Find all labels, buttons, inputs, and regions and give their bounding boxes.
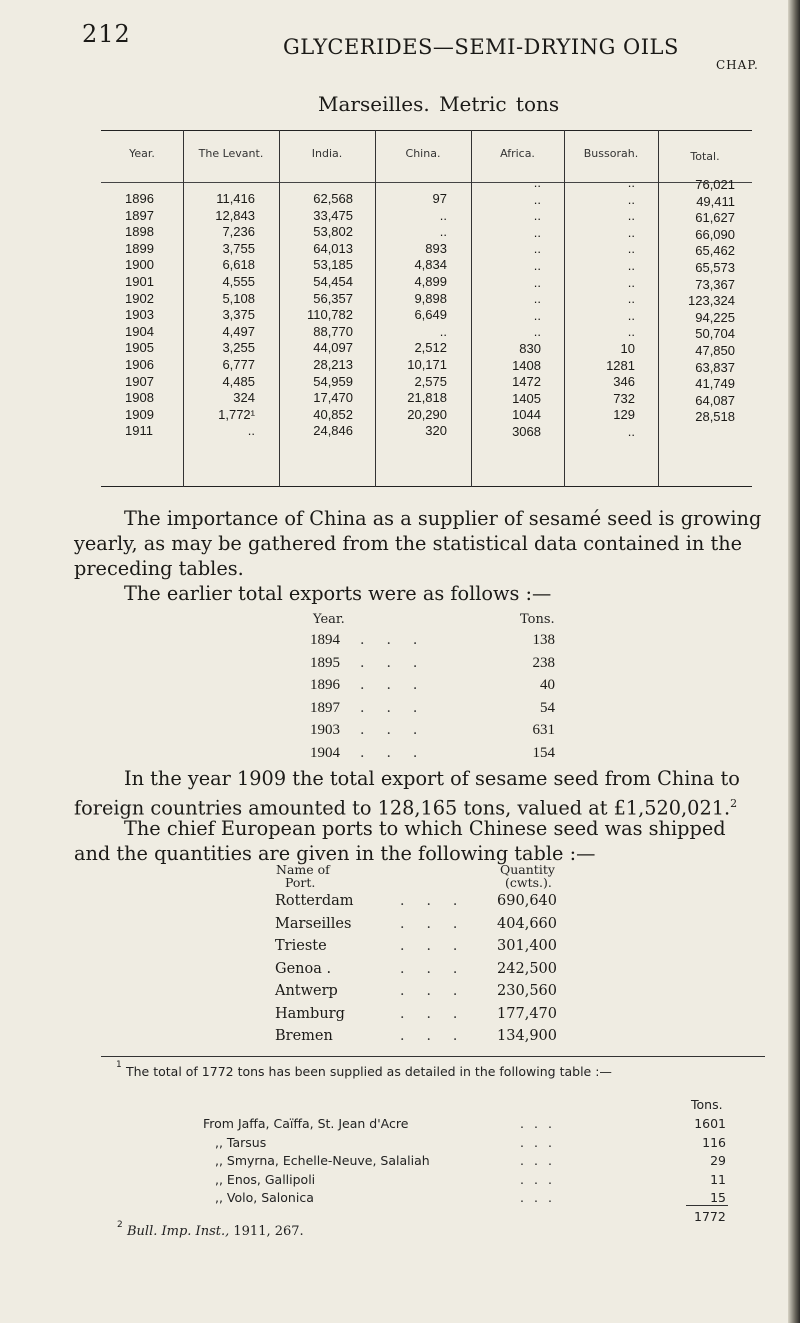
- table-cell: 129: [613, 407, 635, 423]
- table-bottom-rule: [101, 486, 752, 487]
- column-divider: [564, 130, 565, 487]
- port-name: Bremen: [275, 1028, 333, 1044]
- table-cell: 3,375: [222, 307, 255, 323]
- ports-name-header-2: Port.: [285, 875, 316, 890]
- leader-dots: ...: [400, 1005, 480, 1022]
- leader-dots: ...: [400, 1028, 480, 1044]
- leader-dots: ...: [520, 1190, 562, 1205]
- table-cell: 6,777: [222, 356, 255, 372]
- footnote-2-rest: 1911, 267.: [233, 1224, 304, 1239]
- table-cell: 1906: [125, 356, 154, 372]
- marseilles-table: [101, 130, 752, 488]
- ports-qty-header-1: Quantity: [500, 862, 555, 877]
- table-cell: 21,818: [407, 390, 447, 406]
- leader-dots: ...: [520, 1116, 562, 1131]
- table-cell: 1902: [125, 290, 154, 306]
- column-divider: [279, 130, 280, 487]
- footnote-sum-rule: [686, 1205, 728, 1206]
- export-year: 1903: [310, 722, 340, 738]
- footnote-source: ,, Smyrna, Echelle-Neuve, Salaliah: [215, 1153, 430, 1168]
- table-cell: 1044: [512, 407, 541, 423]
- table-cell: 49,411: [696, 193, 735, 209]
- table-cell: 50,704: [695, 326, 735, 342]
- table-cell: ..: [533, 175, 541, 190]
- table-cell: 1,772¹: [218, 406, 255, 422]
- table-cell: ..: [533, 191, 541, 207]
- table-cell: ..: [627, 191, 635, 207]
- table-cell: 110,782: [306, 307, 353, 323]
- table-cell: 9,898: [414, 290, 447, 306]
- table-cell: 4,485: [222, 373, 255, 389]
- footnote-sum: 1772: [694, 1209, 726, 1224]
- table-cell: ..: [627, 423, 635, 439]
- header-levant: The Levant.: [198, 147, 264, 160]
- footnote-rule: [101, 1056, 765, 1057]
- footnote-1-text: The total of 1772 tons has been supplied as detailed in the following table :—: [126, 1064, 612, 1079]
- table-cell: ..: [627, 175, 635, 190]
- table-cell: ..: [533, 307, 541, 323]
- port-quantity: 242,500: [497, 960, 557, 977]
- table-cell: 3068: [512, 423, 541, 439]
- table-cell: 66,090: [695, 226, 735, 242]
- table-cell: 65,462: [695, 243, 735, 259]
- footnote-source: ,, Tarsus: [215, 1134, 267, 1150]
- table-cell: 4,899: [414, 273, 447, 289]
- table-caption: Marseilles. Metric tons: [318, 92, 560, 116]
- table-cell: 1911: [125, 423, 153, 439]
- table-cell: 1472: [512, 374, 541, 390]
- table-cell: ..: [533, 291, 541, 307]
- table-cell: 324: [233, 390, 255, 406]
- table-top-rule: [101, 130, 752, 131]
- table-cell: 893: [425, 240, 447, 256]
- leader-dots: ...: [520, 1171, 562, 1187]
- column-year: [125, 191, 175, 440]
- footnote-2-mark: 2: [117, 1220, 123, 1230]
- table-cell: 12,843: [215, 207, 255, 223]
- table-cell: ..: [533, 274, 541, 290]
- leader-dots: ...: [360, 654, 440, 671]
- table-cell: 65,573: [695, 259, 735, 275]
- table-cell: 5,108: [222, 290, 255, 306]
- column-divider: [375, 130, 376, 487]
- table-cell: ..: [247, 423, 255, 439]
- table-cell: 73,367: [695, 276, 735, 292]
- table-cell: 56,357: [313, 290, 353, 306]
- table-cell: 1904: [125, 323, 154, 339]
- page-edge: [788, 0, 800, 1323]
- table-cell: ..: [627, 307, 635, 323]
- table-cell: 63,837: [695, 359, 735, 375]
- footnote-2-source: Bull. Imp. Inst.,: [127, 1224, 230, 1239]
- table-cell: 64,087: [695, 392, 735, 408]
- table-cell: 53,802: [313, 224, 353, 240]
- leader-dots: ...: [400, 938, 480, 954]
- table-cell: 76,021: [695, 177, 735, 192]
- table-cell: 28,213: [313, 356, 353, 372]
- column-divider: [183, 130, 184, 487]
- port-quantity: 404,660: [497, 915, 557, 932]
- table-cell: 830: [519, 340, 541, 356]
- port-name: Antwerp: [275, 983, 338, 999]
- table-cell: ..: [533, 257, 541, 273]
- column-china: [381, 191, 447, 440]
- table-cell: 94,225: [695, 309, 735, 325]
- port-quantity: 177,470: [497, 1005, 557, 1022]
- port-quantity: 690,640: [497, 893, 557, 909]
- leader-dots: ...: [360, 744, 440, 761]
- leader-dots: ...: [400, 915, 480, 932]
- table-cell: 1907: [125, 373, 154, 389]
- header-total: Total.: [690, 150, 720, 163]
- table-cell: 4,555: [222, 273, 255, 289]
- footnote-tons: 11: [710, 1171, 726, 1187]
- table-cell: 20,290: [407, 406, 447, 422]
- leader-dots: ...: [360, 699, 440, 716]
- port-name: Hamburg: [275, 1005, 345, 1022]
- leader-dots: ...: [400, 983, 480, 999]
- table-cell: 10: [620, 340, 635, 356]
- table-cell: 11,416: [216, 191, 255, 206]
- column-bussorah: [571, 175, 635, 441]
- table-cell: 1905: [125, 340, 154, 356]
- footnote-source: From Jaffa, Caïffa, St. Jean d'Acre: [203, 1116, 409, 1131]
- footnote-tons: 116: [702, 1134, 726, 1150]
- header-india: India.: [311, 147, 343, 160]
- column-divider: [471, 130, 472, 487]
- table-cell: 4,497: [222, 323, 255, 339]
- column-divider: [658, 130, 659, 487]
- export-tons: 54: [540, 699, 555, 716]
- table-cell: ..: [533, 208, 541, 224]
- table-cell: 44,097: [313, 340, 353, 356]
- table-cell: 3,255: [222, 340, 255, 356]
- table-cell: 346: [613, 374, 635, 390]
- table-cell: 3,755: [222, 240, 255, 256]
- leader-dots: ...: [360, 677, 440, 693]
- table-cell: 53,185: [313, 257, 353, 273]
- export-year: 1894: [310, 632, 340, 648]
- port-name: Trieste: [275, 938, 327, 954]
- column-india: [287, 191, 353, 440]
- table-cell: 62,568: [313, 191, 353, 206]
- export-tons: 138: [532, 632, 555, 648]
- footnote-ref-2: 2: [730, 797, 738, 810]
- table-cell: ..: [439, 207, 447, 223]
- ports-qty-header-2: (cwts.).: [505, 875, 552, 890]
- port-name: Rotterdam: [275, 893, 354, 909]
- table-cell: 4,834: [414, 257, 447, 273]
- column-africa: [481, 175, 541, 441]
- table-cell: 61,627: [695, 210, 735, 226]
- table-cell: ..: [533, 241, 541, 257]
- table-cell: 40,852: [313, 406, 353, 422]
- table-cell: 1908: [125, 390, 154, 406]
- table-cell: 1896: [125, 191, 154, 206]
- header-bussorah: Bussorah.: [583, 147, 639, 160]
- table-cell: 41,749: [695, 376, 735, 392]
- port-quantity: 134,900: [497, 1028, 557, 1044]
- table-cell: 54,959: [313, 373, 353, 389]
- table-cell: 2,575: [414, 373, 447, 389]
- paragraph-1909-export: [74, 766, 764, 820]
- footnote-source: ,, Enos, Gallipoli: [215, 1171, 316, 1187]
- leader-dots: ...: [360, 632, 440, 648]
- table-cell: ..: [439, 323, 447, 339]
- leader-dots: ...: [520, 1134, 562, 1150]
- table-cell: 1900: [125, 257, 154, 273]
- column-levant: [191, 191, 255, 440]
- table-cell: ..: [627, 257, 635, 273]
- export-year: 1895: [310, 654, 340, 671]
- table-cell: ..: [627, 208, 635, 224]
- table-cell: 24,846: [313, 423, 353, 439]
- table-cell: 17,470: [313, 390, 353, 406]
- paragraph-european-ports: The chief European ports to which Chinese seed was shipped and the quantities are given in the following table :—: [74, 817, 726, 865]
- leader-dots: ...: [400, 893, 480, 909]
- table-cell: 1897: [125, 207, 154, 223]
- footnote-1-mark: 1: [116, 1060, 122, 1070]
- table-cell: ..: [533, 224, 541, 240]
- table-cell: 1408: [512, 357, 541, 373]
- footnote-2: [127, 1224, 304, 1239]
- paragraph-earlier-exports: The earlier total exports were as follows :—: [124, 582, 552, 605]
- footnote-tons: 29: [710, 1153, 726, 1168]
- table-cell: 1903: [125, 307, 154, 323]
- table-cell: ..: [627, 324, 635, 340]
- paragraph-china-supplier: The importance of China as a supplier of sesamé seed is growing yearly, as may be gathered from the statistical data contained in the preceding tables.: [74, 507, 762, 580]
- table-cell: 1405: [512, 390, 541, 406]
- table-cell: ..: [533, 324, 541, 340]
- leader-dots: ...: [360, 722, 440, 738]
- header-africa: Africa.: [500, 147, 535, 160]
- exports-tons-header: Tons.: [520, 612, 555, 627]
- table-cell: 1898: [125, 224, 154, 240]
- table-cell: 1901: [125, 273, 154, 289]
- leader-dots: ...: [520, 1153, 562, 1168]
- header-year: Year.: [129, 147, 155, 160]
- paragraph-1909-text: In the year 1909 the total export of sesame seed from China to foreign countries amounted to 128,165 tons, valued at £1,520,021.: [74, 767, 740, 820]
- table-cell: 2,512: [414, 340, 447, 356]
- running-head: GLYCERIDES—SEMI-DRYING OILS: [283, 35, 679, 59]
- table-cell: ..: [627, 224, 635, 240]
- table-cell: 97: [432, 191, 447, 206]
- table-cell: 1281: [606, 357, 635, 373]
- export-tons: 40: [540, 677, 555, 693]
- footnote-tons-header: Tons.: [691, 1097, 723, 1112]
- table-cell: 10,171: [407, 356, 447, 372]
- port-quantity: 230,560: [497, 983, 557, 999]
- port-name: Genoa .: [275, 960, 332, 977]
- table-header-rule: [101, 182, 752, 183]
- page-number: 212: [82, 20, 131, 48]
- header-china: China.: [405, 147, 441, 160]
- table-cell: 64,013: [313, 240, 353, 256]
- leader-dots: ...: [400, 960, 480, 977]
- table-cell: ..: [627, 241, 635, 257]
- table-cell: 320: [425, 423, 447, 439]
- table-cell: 1909: [125, 406, 154, 422]
- footnote-source: ,, Volo, Salonica: [215, 1190, 314, 1205]
- column-total: [669, 177, 735, 426]
- table-cell: 123,324: [688, 293, 735, 309]
- table-cell: 732: [613, 390, 635, 406]
- table-cell: 33,475: [313, 207, 353, 223]
- chapter-label: CHAP.: [716, 58, 759, 72]
- export-tons: 631: [532, 722, 555, 738]
- table-cell: 47,850: [695, 342, 735, 358]
- footnote-tons: 15: [710, 1190, 726, 1205]
- table-cell: ..: [627, 291, 635, 307]
- export-tons: 154: [532, 744, 555, 761]
- exports-year-header: Year.: [313, 612, 345, 627]
- footnote-tons: 1601: [694, 1116, 726, 1131]
- table-cell: ..: [627, 274, 635, 290]
- table-cell: ..: [439, 224, 447, 240]
- export-tons: 238: [532, 654, 555, 671]
- table-cell: 1899: [125, 240, 154, 256]
- table-cell: 28,518: [695, 409, 735, 425]
- table-cell: 6,618: [222, 257, 255, 273]
- export-year: 1896: [310, 677, 340, 693]
- export-year: 1897: [310, 699, 340, 716]
- table-cell: 7,236: [222, 224, 255, 240]
- table-cell: 88,770: [313, 323, 353, 339]
- table-cell: 54,454: [313, 273, 353, 289]
- table-cell: 6,649: [414, 307, 447, 323]
- ports-name-header-1: Name of: [276, 862, 330, 877]
- port-name: Marseilles: [275, 915, 352, 932]
- port-quantity: 301,400: [497, 938, 557, 954]
- export-year: 1904: [310, 744, 340, 761]
